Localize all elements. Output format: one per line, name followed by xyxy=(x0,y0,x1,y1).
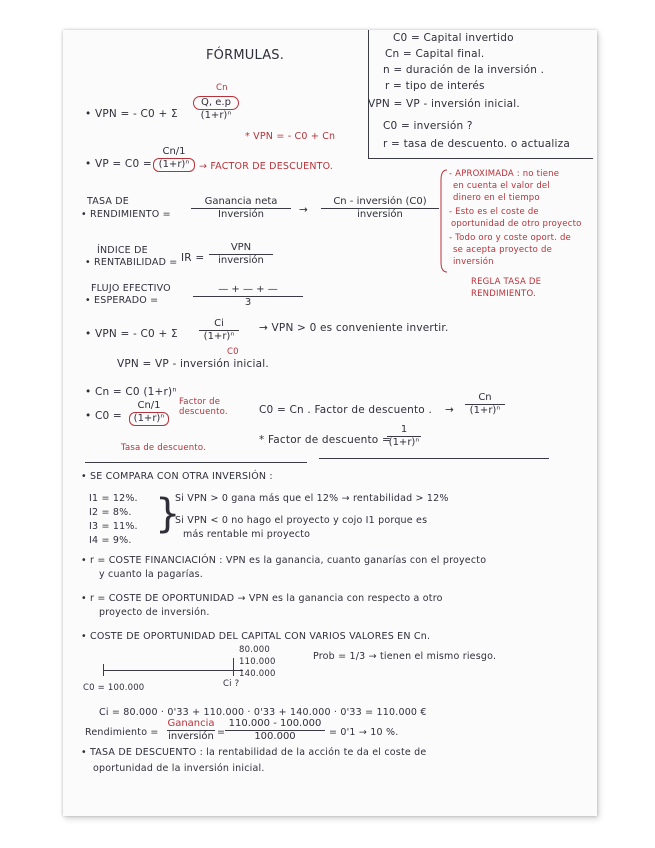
page-title: FÓRMULAS. xyxy=(206,48,285,63)
flujo-fraction: — + — + — 3 xyxy=(193,284,303,309)
tasa-desc-line-1: • TASA DE DESCUENTO : la rentabilidad de la acción te da el coste de xyxy=(81,747,427,758)
regla-note-1: REGLA TASA DE xyxy=(471,277,542,287)
calc-result: = 0'1 → 10 %. xyxy=(329,727,399,738)
notebook-page xyxy=(63,30,597,816)
tasa-fraction-1: Ganancia neta Inversión xyxy=(191,196,291,221)
vp-fraction: $\frac{Cn/1}{\text{(1+r)ⁿ}}$ xyxy=(153,146,195,172)
vp-factor-note: → FACTOR DE DESCUENTO. xyxy=(199,161,334,172)
vpn-top-note: Cn xyxy=(216,83,228,93)
vpn2-formula: • VPN = - C0 + Σ xyxy=(85,328,178,340)
tasa-label-1: TASA DE xyxy=(87,196,130,207)
timeline-value-1: 80.000 xyxy=(239,645,270,655)
definition-inversion: C0 = inversión ? xyxy=(383,120,473,132)
vpn2-vp-mark: C0 xyxy=(227,347,239,357)
c0-lhs: • C0 = xyxy=(85,410,122,422)
c0-factor-fraction: $\frac{1}{\text{(1+r)ⁿ}}$ xyxy=(388,424,420,448)
tasa-label-2: • RENDIMIENTO = xyxy=(81,209,171,220)
c0-tasa-note: Tasa de descuento. xyxy=(121,443,207,453)
timeline-prob: Prob = 1/3 → tienen el mismo riesgo. xyxy=(313,651,497,662)
compara-rate-3: I3 = 11%. xyxy=(89,521,138,532)
flujo-label-1: FLUJO EFECTIVO xyxy=(91,283,171,294)
regla-note-2: RENDIMIENTO. xyxy=(471,289,536,299)
tasa-fraction-2: Cn - inversión (C0) inversión xyxy=(321,196,439,221)
definition-c0: C0 = Capital invertido xyxy=(393,32,514,44)
vpn2-fraction: $\frac{Ci}{\text{(1+r)ⁿ}}$ xyxy=(199,318,239,343)
calc-rend-label: Rendimiento = xyxy=(85,727,159,738)
c0-arrow: → xyxy=(445,404,454,416)
c0-arrow-fraction: $\frac{Cn}{\text{(1+r)ⁿ}}$ xyxy=(465,392,505,417)
vp-formula: • VP = C0 = xyxy=(85,158,152,170)
timeline-tick-end xyxy=(233,658,234,676)
calc-rend-fraction: Ganancia inversión xyxy=(167,718,215,742)
vpn-fraction: $\frac{Q, e.p}{\text{(1+r)ⁿ}}$ xyxy=(193,96,239,122)
timeline-start: C0 = 100.000 xyxy=(83,683,145,693)
indice-ir: IR = xyxy=(181,252,205,264)
side-note-line-1: - APROXIMADA : no tiene xyxy=(449,169,560,179)
c0-factor-note-2: descuento. xyxy=(179,407,228,417)
c0-factor-note-1: Factor de xyxy=(179,397,221,407)
side-note-line-8: inversión xyxy=(453,257,494,267)
compara-heading: • SE COMPARA CON OTRA INVERSIÓN : xyxy=(81,471,273,482)
definition-tasa: r = tasa de descuento. o actualiza xyxy=(383,138,570,150)
calc-line-1: Ci = 80.000 · 0'33 + 110.000 · 0'33 + 140.000 · 0'33 = 110.000 € xyxy=(99,707,427,718)
tasa-desc-line-2: oportunidad de la inversión inicial. xyxy=(93,763,265,774)
vpn-formula: • VPN = - C0 + Σ xyxy=(85,108,178,120)
side-note-line-7: se acepta proyecto de xyxy=(453,245,553,255)
side-note-line-3: dinero en el tiempo xyxy=(453,193,540,203)
side-note-line-2: en cuenta el valor del xyxy=(453,181,550,191)
side-note-line-4: - Esto es el coste de xyxy=(449,207,539,217)
vpn2-text: → VPN > 0 es conveniente invertir. xyxy=(259,322,449,334)
compara-text-2b: más rentable mi proyecto xyxy=(183,529,311,540)
c0-equation: C0 = Cn . Factor de descuento . xyxy=(259,404,432,416)
definition-r: r = tipo de interés xyxy=(385,80,485,92)
separator-left xyxy=(85,462,307,463)
timeline-tick-start xyxy=(103,664,104,676)
side-note-line-6: - Todo oro y coste oport. de xyxy=(449,233,571,243)
timeline-value-2: 110.000 xyxy=(239,657,276,667)
vpn2-vp-line: VPN = VP - inversión inicial. xyxy=(117,358,269,370)
definition-cn: Cn = Capital final. xyxy=(385,48,485,60)
compara-rate-1: I1 = 12%. xyxy=(89,493,138,504)
indice-label-1: ÍNDICE DE xyxy=(97,245,148,256)
coste-fin-line-2: y cuanto la pagarías. xyxy=(99,569,204,580)
coste-fin-line-1: • r = COSTE FINANCIACIÓN : VPN es la ganancia, cuanto ganarías con el proyecto xyxy=(81,555,487,566)
timeline-value-3: 140.000 xyxy=(239,669,276,679)
c0-fraction: $\frac{Cn/1}{\text{(1+r)ⁿ}}$ xyxy=(129,400,169,426)
timeline-ci: Ci ? xyxy=(223,679,240,689)
calc-fraction-2: $\frac{110.000 - 100.000}{100.000}$ xyxy=(225,718,325,743)
compara-brace: } xyxy=(155,491,181,537)
side-note-line-5: oportunidad de otro proyecto xyxy=(451,219,582,229)
compara-rate-4: I4 = 9%. xyxy=(89,535,132,546)
coste-op-line-1: • r = COSTE DE OPORTUNIDAD → VPN es la ganancia con respecto a otro xyxy=(81,593,443,604)
definition-n: n = duración de la inversión . xyxy=(383,64,545,76)
compara-text-1: Si VPN > 0 gana más que el 12% → rentabilidad > 12% xyxy=(175,493,449,504)
cn-formula: • Cn = C0 (1+r)ⁿ xyxy=(85,386,177,398)
definition-vpn: VPN = VP - inversión inicial. xyxy=(368,98,520,110)
flujo-label-2: • ESPERADO = xyxy=(85,295,159,306)
vpn-alt-formula: * VPN = - C0 + Cn xyxy=(245,131,336,142)
coste-op-line-2: proyecto de inversión. xyxy=(99,607,210,618)
coste-cap-heading: • COSTE DE OPORTUNIDAD DEL CAPITAL CON VARIOS VALORES EN Cn. xyxy=(81,631,431,642)
indice-fraction: VPN inversión xyxy=(209,242,273,267)
compara-rate-2: I2 = 8%. xyxy=(89,507,132,518)
tasa-arrow: → xyxy=(299,204,308,216)
compara-text-2a: Si VPN < 0 no hago el proyecto y cojo I1 porque es xyxy=(175,515,428,526)
separator-right xyxy=(319,458,549,459)
indice-label-2: • RENTABILIDAD = xyxy=(85,257,178,268)
c0-factor-eq: * Factor de descuento = xyxy=(259,434,391,446)
timeline-axis xyxy=(103,670,243,671)
calc-eq: = xyxy=(217,727,226,738)
